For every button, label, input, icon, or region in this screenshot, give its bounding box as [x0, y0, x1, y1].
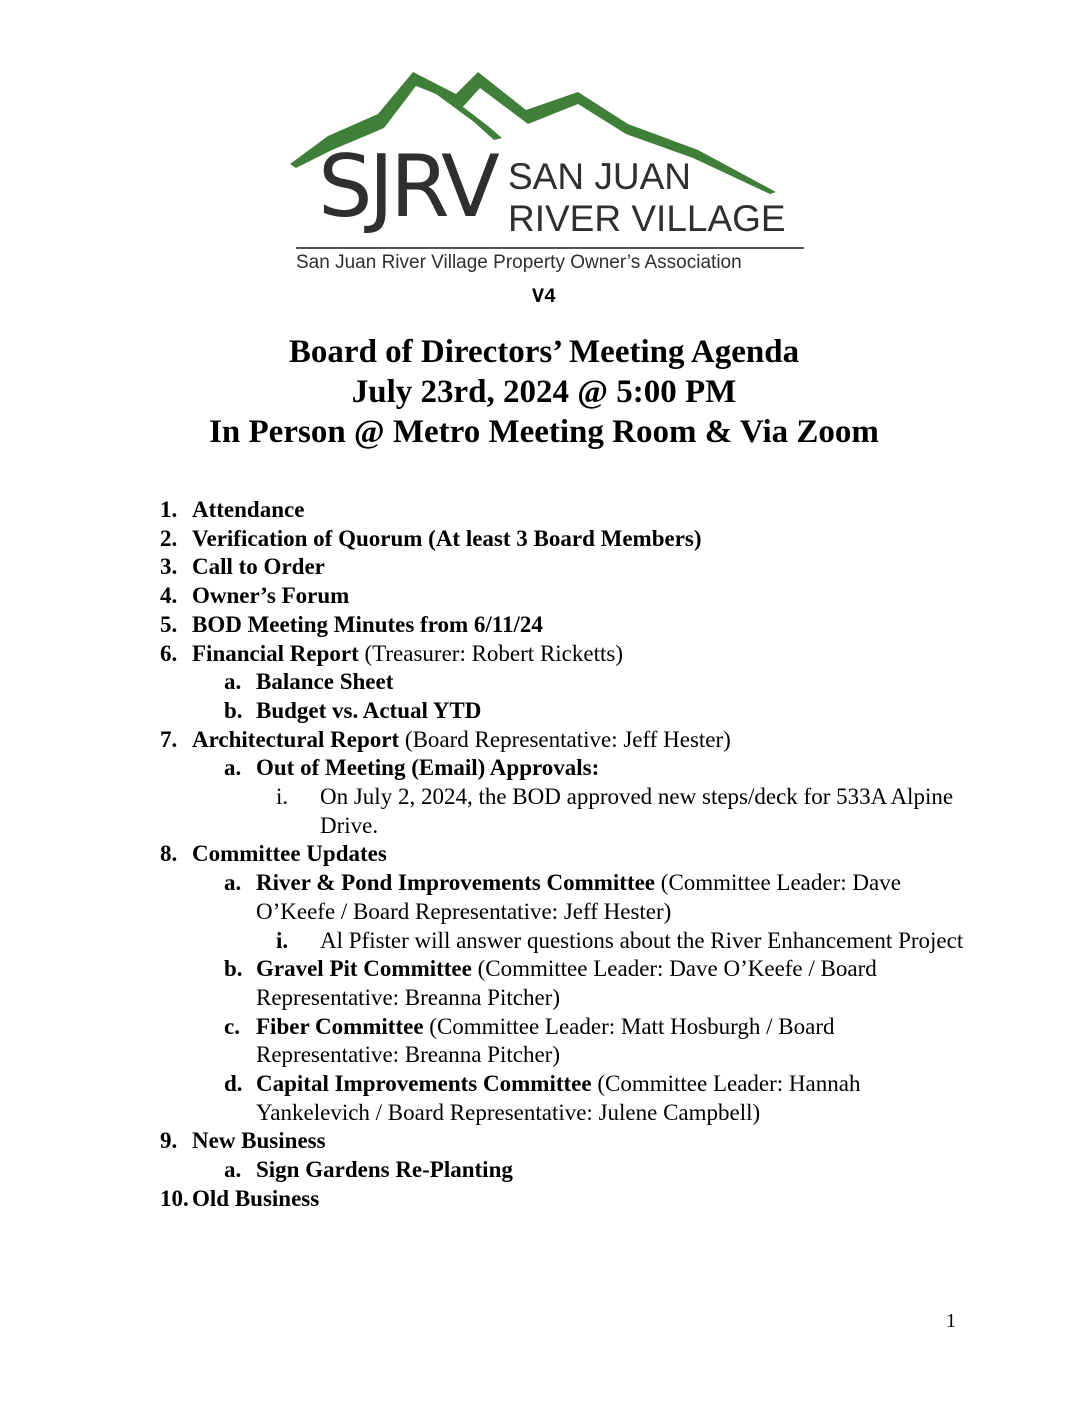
agenda-item-2: [160, 525, 970, 554]
item-title: Owner’s Forum: [192, 583, 350, 609]
item-title: Verification of Quorum (At least 3 Board Members): [192, 525, 702, 551]
item-detail: (Committee Leader: Matt Hosburgh / Board Representative: Breanna Pitcher): [256, 1013, 835, 1068]
page-title: [0, 332, 1088, 452]
agenda-item-6a: [160, 668, 970, 697]
item-detail: (Treasurer: Robert Ricketts): [358, 640, 623, 666]
agenda-item-8b: [160, 955, 970, 1012]
agenda-item-4: [160, 582, 970, 611]
item-title: Call to Order: [192, 554, 325, 580]
item-number: 5.: [160, 611, 178, 637]
item-number: a.: [224, 1157, 242, 1183]
item-number: d.: [224, 1071, 243, 1097]
logo-divider: [296, 247, 804, 249]
item-title: Fiber Committee: [256, 1013, 424, 1039]
agenda-item-7a: [160, 754, 970, 783]
item-number: 2.: [160, 525, 178, 551]
agenda-item-7ai: [160, 783, 970, 840]
version-label: V4: [531, 286, 556, 309]
item-title: Sign Gardens Re-Planting: [256, 1157, 513, 1183]
item-title: Gravel Pit Committee: [256, 956, 472, 982]
agenda-item-8: [160, 840, 970, 869]
agenda-item-6: [160, 640, 970, 669]
agenda-item-9a: [160, 1156, 970, 1185]
item-title: Old Business: [192, 1185, 320, 1211]
item-number: 9.: [160, 1128, 178, 1154]
item-text: Al Pfister will answer questions about the River Enhancement Project: [320, 927, 964, 953]
item-number: 3.: [160, 554, 178, 580]
item-title: Committee Updates: [192, 841, 387, 867]
item-title: New Business: [192, 1128, 326, 1154]
item-detail: (Committee Leader: Dave O’Keefe / Board Representative: Jeff Hester): [256, 870, 901, 924]
item-number: 6.: [160, 640, 178, 666]
item-title: Attendance: [192, 497, 305, 522]
item-number: 1.: [160, 497, 178, 522]
agenda-item-3: [160, 553, 970, 582]
item-number: 4.: [160, 583, 178, 609]
item-title: Budget vs. Actual YTD: [256, 697, 482, 723]
item-number: 8.: [160, 841, 178, 867]
item-number: 10.: [160, 1185, 189, 1211]
agenda-item-8d: [160, 1070, 970, 1127]
agenda-item-8c: [160, 1013, 970, 1070]
agenda-item-6b: [160, 697, 970, 726]
item-number: a.: [224, 870, 242, 896]
item-number: c.: [224, 1013, 240, 1039]
agenda-item-7: [160, 726, 970, 755]
item-title: Balance Sheet: [256, 669, 394, 695]
title-line3: In Person @ Metro Meeting Room & Via Zoom: [209, 414, 879, 450]
item-number: i.: [276, 784, 289, 810]
title-line2: July 23rd, 2024 @ 5:00 PM: [351, 374, 737, 410]
agenda-item-9: [160, 1127, 970, 1156]
item-detail: (Committee Leader: Dave O’Keefe / Board Representative: Breanna Pitcher): [256, 956, 877, 1010]
item-number: b.: [224, 697, 243, 723]
item-title: Financial Report: [192, 640, 359, 666]
item-number: i.: [276, 927, 289, 953]
agenda-list: [160, 496, 970, 1214]
item-title: River & Pond Improvements Committee: [256, 870, 656, 896]
agenda-item-1: [160, 496, 970, 525]
agenda-item-8ai: [160, 927, 970, 956]
logo-tagline: San Juan River Village Property Owner’s Association: [296, 252, 742, 273]
item-number: a.: [224, 755, 242, 781]
item-text: On July 2, 2024, the BOD approved new steps/deck for 533A Alpine Drive.: [320, 784, 954, 838]
item-number: 7.: [160, 726, 178, 752]
item-title: BOD Meeting Minutes from 6/11/24: [192, 611, 543, 637]
item-detail: (Committee Leader: Hannah Yankelevich / Board Representative: Julene Campbell): [256, 1071, 861, 1125]
item-detail: (Board Representative: Jeff Hester): [399, 726, 731, 752]
page-number: 1: [946, 1310, 956, 1332]
item-title: Architectural Report: [192, 726, 400, 752]
logo-name-line2: RIVER VILLAGE: [508, 198, 786, 239]
item-title: Out of Meeting (Email) Approvals:: [256, 755, 600, 781]
agenda-item-10: [160, 1185, 970, 1214]
logo-name-line1: SAN JUAN: [508, 156, 691, 197]
item-title: Capital Improvements Committee: [256, 1071, 592, 1097]
sjrv-logo: [288, 66, 808, 276]
logo-monogram: SJRV: [318, 137, 496, 237]
agenda-item-5: [160, 611, 970, 640]
item-number: a.: [224, 669, 242, 695]
title-line1: Board of Directors’ Meeting Agenda: [288, 334, 800, 370]
item-number: b.: [224, 956, 243, 982]
agenda-item-8a: [160, 869, 970, 926]
logo-name: [508, 156, 786, 240]
